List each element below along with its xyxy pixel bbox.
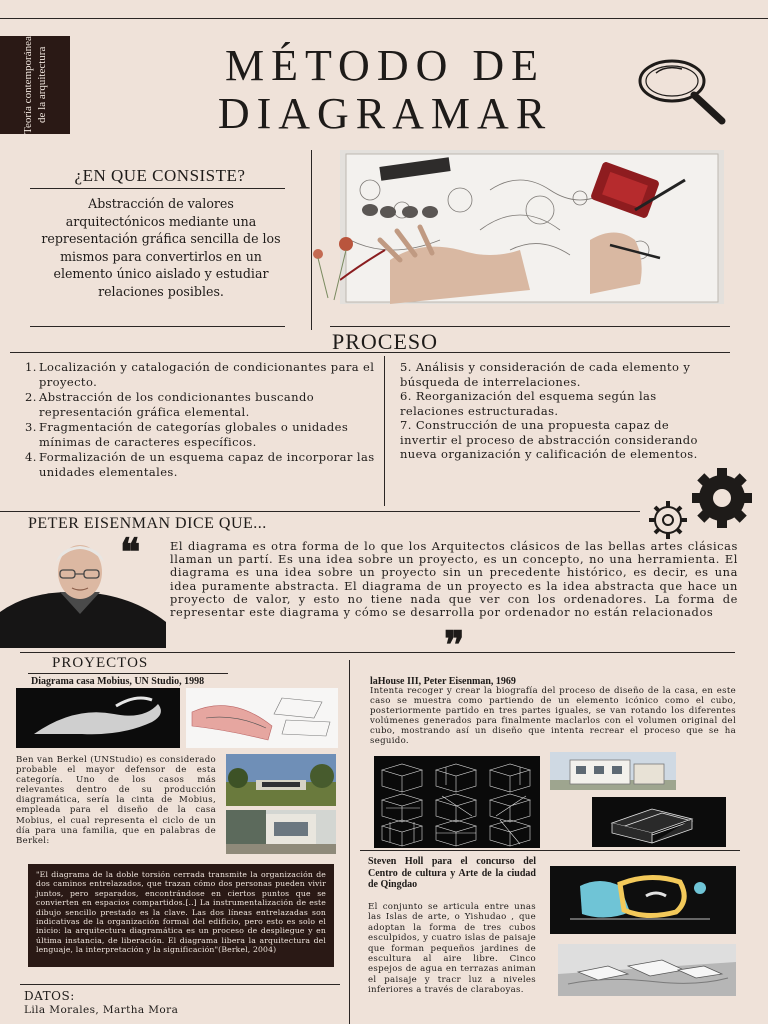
divider <box>349 660 350 1024</box>
process-step: 4. Formalización de un esquema capaz de incorporar las unidades elementales. <box>25 450 375 479</box>
divider <box>330 326 730 327</box>
divider <box>30 326 285 327</box>
proceso-heading: PROCESO <box>331 329 439 354</box>
berkel-quote-box <box>28 864 334 967</box>
house3-diagram-grid <box>374 756 540 848</box>
house3-model-image <box>592 797 726 847</box>
divider <box>20 652 735 653</box>
gear-icon <box>632 468 760 540</box>
title-line-2: DIAGRAMAR <box>217 89 553 138</box>
divider <box>384 356 385 506</box>
divider <box>20 984 340 985</box>
house3-caption: laHouse III, Peter Eisenman, 1969 <box>370 676 516 687</box>
page-title <box>140 42 630 138</box>
process-steps-right <box>400 360 730 462</box>
eisenman-heading: PETER EISENMAN DICE QUE... <box>28 515 267 532</box>
process-step: 7. Construcción de una propuesta capaz de invertir el proceso de abstracción considerando nueva organización y calificación de elementos. <box>400 418 698 461</box>
mobius-caption: Diagrama casa Mobius, UN Studio, 1998 <box>31 676 205 687</box>
holl-plan-image <box>550 866 736 934</box>
authors: Lila Morales, Martha Mora <box>24 1004 179 1016</box>
course-tag <box>0 36 70 134</box>
eisenman-quote: El diagrama es otra forma de lo que los Arquitectos clásicos de las bellas artes clásicas llaman un partí. Es una idea sobre un proyecto, es un concepto, no una herramienta. El diagrama es una idea sobre un proyecto sin un precedente histórico, es decir, es una idea puramente abstracta. El diagrama de un proyecto es la idea abstracta que hace un proyecto de valor, y esto no tiene nada que ver con los ordenadores. La forma de representar este diagrama y cómo se desarrolla por ordenador no están relacionados <box>170 539 738 620</box>
magnifier-icon <box>634 55 730 127</box>
process-step: 6. Reorganización del esquema según las relaciones estructuradas. <box>400 389 657 418</box>
process-step: 2. Abstracción de los condicionantes buscando representación gráfica elemental. <box>25 390 315 419</box>
divider <box>30 188 285 189</box>
holl-model-image <box>558 944 736 996</box>
mobius-house-photo-1 <box>226 754 336 806</box>
divider <box>28 673 228 674</box>
flower-decoration <box>304 232 364 302</box>
quote-open-icon: ❝ <box>120 529 141 574</box>
berkel-quote: "El diagrama de la doble torsión cerrada transmite la organización de dos caminos entrelazados, que trazan cómo dos personas pueden vivir juntos, pero separados, encontrándose en ciertos puntos que se convierten en espacios compartidos.[..] La instrumentalización de este dibujo sencillo prestado es la clave. Las dos líneas entrelazadas son indicativas de la organización formal del edificio, pero esto es solo el inicio: la arquitectura diagramática es un proceso de despliegue y en última instancia, de liberación. El diagrama libera la arquitectura del lenguaje, la interpretación y la significación"(Berkel, 2004) <box>36 870 326 955</box>
consiste-heading: ¿EN QUE CONSISTE? <box>74 166 246 185</box>
hero-drawing-photo <box>340 150 724 304</box>
mobius-diagram-image <box>186 688 338 748</box>
process-step: 5. Análisis y consideración de cada elemento y búsqueda de interrelaciones. <box>400 360 691 389</box>
consiste-text: Abstracción de valores arquitectónicos mediante una representación gráfica sencilla de los mismos para convertirlos en un elemento único aislado y estudiar relaciones posibles. <box>41 196 281 299</box>
mobius-text: Ben van Berkel (UNStudio) es considerado probable el mayor defensor de esta categoría. Uno de los casos más relevantes dentro de su producción diagramática, sería la cinta de Mobius, empleada para el diseño de la casa Mobius, el cual representa el ciclo de un día para una familia, que en palabras de Berkel: <box>16 755 216 846</box>
process-steps-left <box>25 360 375 479</box>
course-tag-text: Teoría contemporánea de la arquitectura <box>22 36 48 134</box>
mobius-render-image <box>16 688 180 748</box>
holl-caption: Steven Holl para el concurso del Centro de cultura y Arte de la ciudad de Qingdao <box>368 856 536 890</box>
eisenman-portrait <box>0 540 166 648</box>
house3-photo <box>550 752 676 790</box>
house3-text: Intenta recoger y crear la biografía del proceso de diseño de la casa, en este caso se muestra como partiendo de un elemento icónico como el cubo, posteriormente partido en tres partes iguales, se van rotando los diferentes volúmenes generados para finalmente maclarlos con el volumen original del cubo, mostrando así un diseño que intenta recrear el proceso que se ha seguido. <box>370 686 736 747</box>
quote-close-icon: ❞ <box>444 622 465 667</box>
holl-text: El conjunto se articula entre unas las Islas de arte, o Yishudao , que adoptan la forma de tres cubos esculpidos, y cuatro islas de paisaje que forman pequeños jardines de escultura al aire libre. Cinco espejos de agua en terrazas animan el paisaje y tracr luz a niveles inferiores a través de claraboyas. <box>368 902 536 996</box>
title-line-1: MÉTODO DE <box>224 41 546 90</box>
divider <box>0 511 640 512</box>
mobius-house-photo-2 <box>226 810 336 854</box>
process-step: 3. Fragmentación de categorías globales o unidades mínimas de caracteres específicos. <box>25 420 349 449</box>
top-border <box>0 18 768 19</box>
divider <box>360 850 740 851</box>
datos-heading: DATOS: <box>24 989 75 1003</box>
process-step: 1. Localización y catalogación de condicionantes para el proyecto. <box>25 360 375 389</box>
proyectos-heading: PROYECTOS <box>52 655 149 671</box>
